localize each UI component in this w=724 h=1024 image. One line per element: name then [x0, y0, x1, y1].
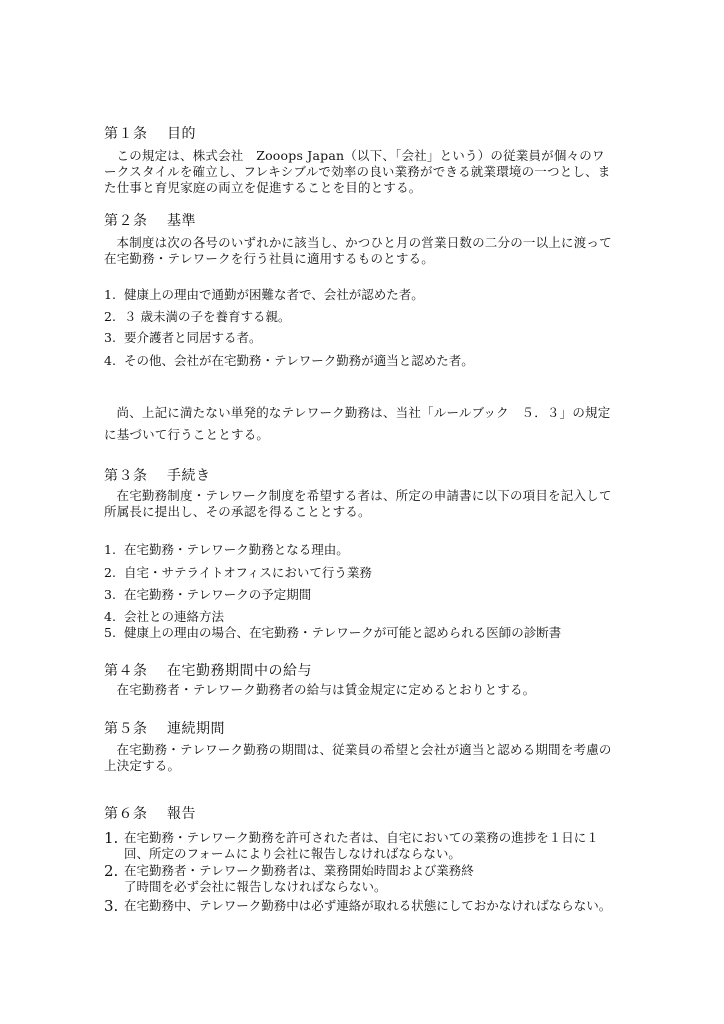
list-item: 1. 在宅勤務・テレワーク勤務を許可された者は、自宅においての業務の進捗を１日に１回、所定のフォームにより会社に報告しなければならない。	[104, 829, 599, 861]
article-6-heading: 第６条 報告	[104, 806, 196, 822]
list-item: 1. 在宅勤務・テレワーク勤務となる理由。	[104, 542, 349, 557]
list-item: 4. 会社との連絡方法	[104, 609, 225, 624]
article-1-heading: 第１条 目的	[104, 126, 196, 142]
article-5-heading: 第５条 連続期間	[104, 721, 225, 737]
article-2-note: 尚、上記に満たない単発的なテレワーク勤務は、当社「ルールブック ５．３」の規定に基づいて行うこととする。	[104, 405, 611, 442]
article-4-paragraph: 在宅勤務者・テレワーク勤務者の給与は賃金規定に定めるとおりとする。	[116, 682, 536, 697]
list-item: 2. 在宅勤務者・テレワーク勤務者は、業務開始時間および業務終了時間を必ず会社に報告しなければならない。	[104, 862, 474, 894]
article-2-paragraph: 本制度は次の各号のいずれかに該当し、かつひと月の営業日数の二分の一以上に渡って在宅勤務・テレワークを行う社員に適用するものとする。	[104, 235, 612, 266]
article-1-paragraph: この規定は、株式会社 Zooops Japan（以下、「会社」という）の従業員が個々のワークスタイルを確立し、フレキシブルで効率の良い業務ができる就業環境の一つとし、また仕事と育児家庭の両立を促進することを目的とする。	[104, 148, 611, 195]
article-2-heading: 第２条 基準	[104, 213, 196, 229]
article-3-paragraph: 在宅勤務制度・テレワーク制度を希望する者は、所定の申請書に以下の項目を記入して所属長に提出し、その承認を得ることとする。	[104, 488, 612, 519]
article-3-heading: 第３条 手続き	[104, 468, 211, 484]
list-item: 2. 自宅・サテライトオフィスにおいて行う業務	[104, 565, 372, 580]
list-item: 3. 在宅勤務中、テレワーク勤務中は必ず連絡が取れる状態にしておかなければならない。	[104, 897, 612, 915]
list-item: 2. ３ 歳未満の子を養育する親。	[104, 309, 291, 324]
list-item: 3. 要介護者と同居する者。	[104, 330, 262, 345]
article-4-heading: 第４条 在宅勤務期間中の給与	[104, 663, 312, 679]
list-item: 1. 健康上の理由で通勤が困難な者で、会社が認めた者。	[104, 287, 424, 302]
list-item: 5. 健康上の理由の場合、在宅勤務・テレワークが可能と認められる医師の診断書	[104, 625, 562, 640]
article-5-paragraph: 在宅勤務・テレワーク勤務の期間は、従業員の希望と会社が適当と認める期間を考慮の上決定する。	[104, 742, 612, 773]
list-item: 3. 在宅勤務・テレワークの予定期間	[104, 587, 312, 602]
list-item: 4. その他、会社が在宅勤務・テレワーク勤務が適当と認めた者。	[104, 353, 474, 368]
